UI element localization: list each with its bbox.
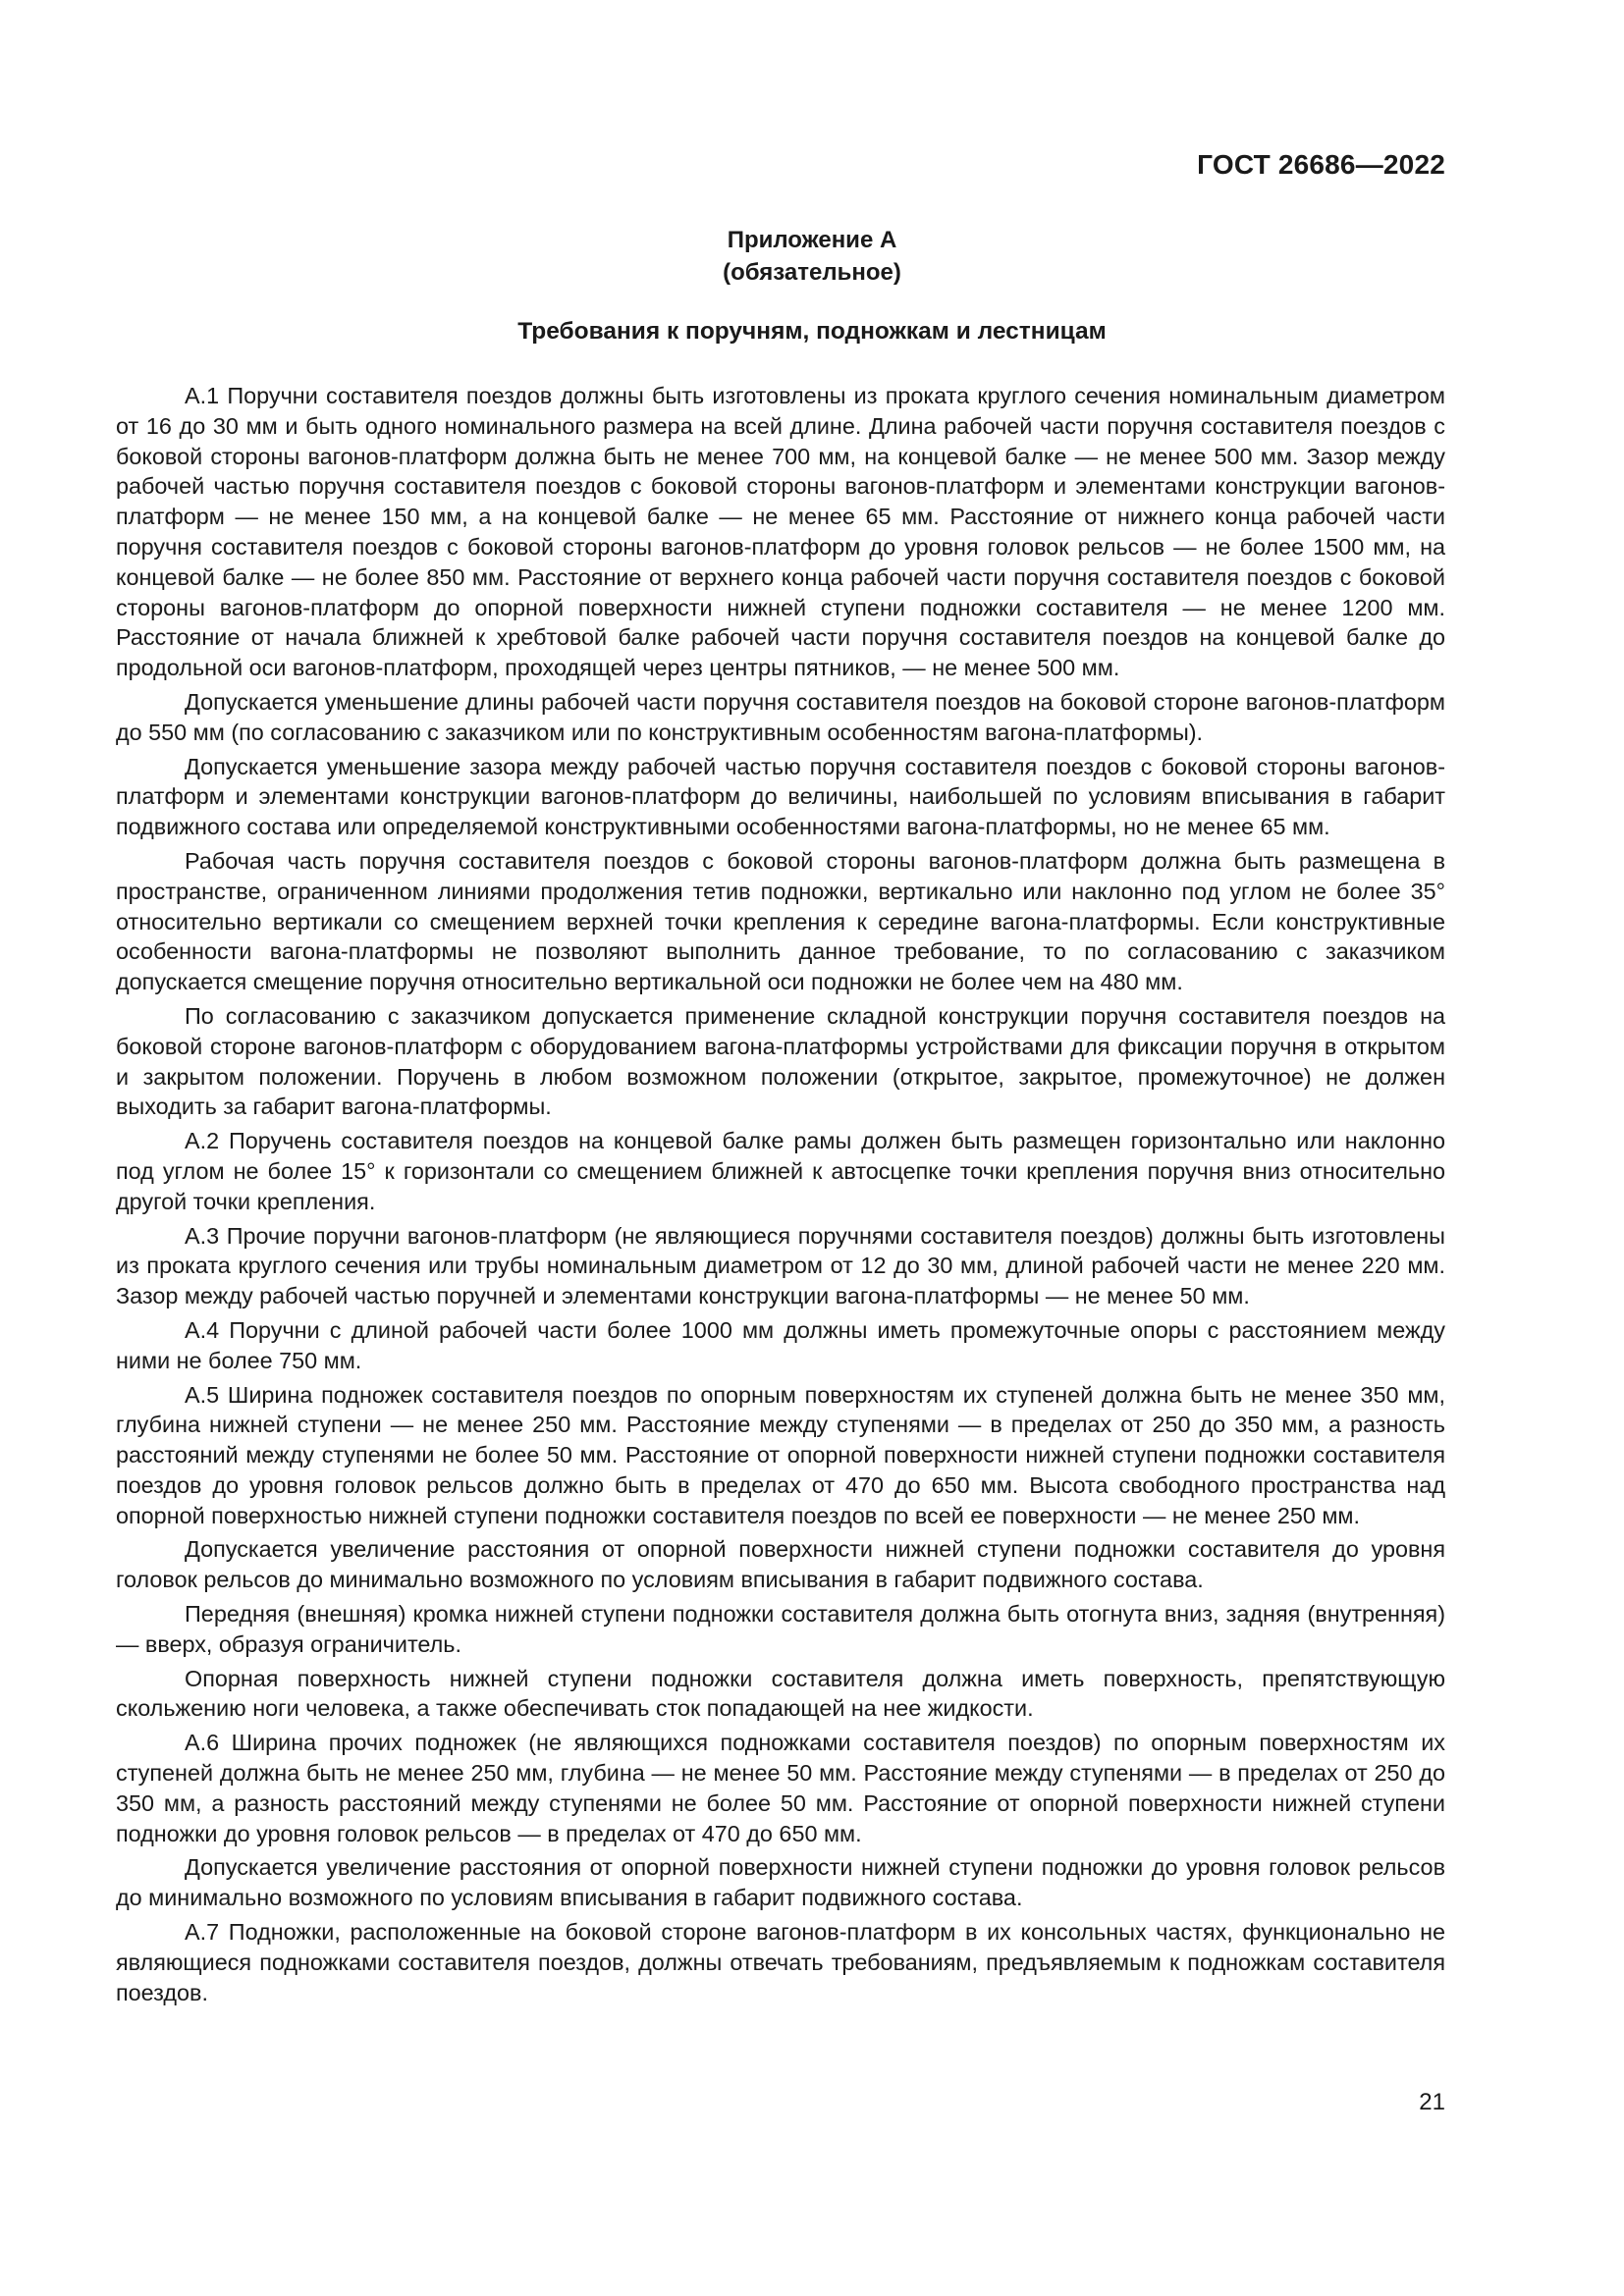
paragraph-a6: А.6 Ширина прочих подножек (не являющихся подножками составителя поездов) по опорным поверхностям их ступеней должна быть не менее 250 мм, глубина — не менее 50 мм. Расстояние между ступенями — в пределах от 250 до 350 мм, а разность расстояний между ступенями не более 50 мм. Расстояние от опорной поверхности нижней ступени подножки до уровня головок рельсов — в пределах от 470 до 650 мм. <box>116 1730 1445 1846</box>
paragraph-a5: А.5 Ширина подножек составителя поездов по опорным поверхностям их ступеней должна быть не менее 350 мм, глубина нижней ступени — не менее 250 мм. Расстояние между ступенями — в пределах от 250 до 350 мм, а разность расстояний между ступенями не более 50 мм. Расстояние от опорной поверхности нижней ступени подножки составителя поездов до уровня головок рельсов должно быть в пределах от 470 до 650 мм. Высота свободного пространства над опорной поверхностью нижней ступени подножки составителя поездов по всей ее поверхности — не менее 250 мм. <box>116 1381 1445 1528</box>
paragraph: Рабочая часть поручня составителя поездов с боковой стороны вагонов-платформ должна быть размещена в пространстве, ограниченном линиями продолжения тетив подножки, вертикально или наклонно под углом не более 35° относительно вертикали со смещением верхней точки крепления к середине вагона-платформы. Если конструктивные особенности вагона-платформы не позволяют выполнить данное требование, то по согласованию с заказчиком допускается смещение поручня относительно вертикальной оси подножки не более чем на 480 мм. <box>116 847 1445 995</box>
document-code: ГОСТ 26686—2022 <box>1197 149 1445 180</box>
paragraph-a3: А.3 Прочие поручни вагонов-платформ (не являющиеся поручнями составителя поездов) должны быть изготовлены из проката круглого сечения или трубы номинальным диаметром от 12 до 30 мм, длиной рабочей части не менее 220 мм. Зазор между рабочей частью поручней и элементами конструкции вагона-платформы — не менее 50 мм. <box>116 1222 1445 1309</box>
paragraph-a4: А.4 Поручни с длиной рабочей части более 1000 мм должны иметь промежуточные опоры с расстоянием между ними не более 750 мм. <box>116 1316 1445 1373</box>
section-title: Требования к поручням, подножкам и лестницам <box>517 318 1107 345</box>
paragraph-a7: А.7 Подножки, расположенные на боковой стороне вагонов-платформ в их консольных частях, функционально не являющиеся подножками составителя поездов, должны отвечать требованиям, предъявляемым к подножкам составителя поездов. <box>116 1919 1445 2005</box>
paragraph: Допускается увеличение расстояния от опорной поверхности нижней ступени подножки составителя до уровня головок рельсов до минимально возможного по условиям вписывания в габарит подвижного состава. <box>116 1536 1445 1593</box>
page-number: 21 <box>1419 2089 1445 2115</box>
document-body <box>116 381 1445 2011</box>
paragraph: Опорная поверхность нижней ступени подножки составителя должна иметь поверхность, препятствующую скольжению ноги человека, а также обеспечивать сток попадающей на нее жидкости. <box>116 1665 1445 1722</box>
paragraph: Допускается увеличение расстояния от опорной поверхности нижней ступени подножки до уровня головок рельсов до минимально возможного по условиям вписывания в габарит подвижного состава. <box>116 1854 1445 1911</box>
paragraph: Допускается уменьшение длины рабочей части поручня составителя поездов на боковой стороне вагонов-платформ до 550 мм (по согласованию с заказчиком или по конструктивным особенностям вагона-платформы). <box>116 688 1445 745</box>
paragraph: Допускается уменьшение зазора между рабочей частью поручня составителя поездов с боковой стороны вагонов-платформ и элементами конструкции вагонов-платформ до величины, наибольшей по условиям вписывания в габарит подвижного состава или определяемой конструктивными особенностями вагона-платформы, но не менее 65 мм. <box>116 753 1445 840</box>
paragraph-a1: А.1 Поручни составителя поездов должны быть изготовлены из проката круглого сечения номинальным диаметром от 16 до 30 мм и быть одного номинального размера на всей длине. Длина рабочей части поручня составителя поездов с боковой стороны вагонов-платформ должна быть не менее 700 мм, на концевой балке — не менее 500 мм. Зазор между рабочей частью поручня составителя поездов с боковой стороны вагонов-платформ и элементами конструкции вагонов-платформ — не менее 150 мм, а на концевой балке — не менее 65 мм. Расстояние от нижнего конца рабочей части поручня составителя поездов с боковой стороны вагонов-платформ до уровня головок рельсов — не более 1500 мм, на концевой балке — не более 850 мм. Расстояние от верхнего конца рабочей части поручня составителя поездов с боковой стороны вагонов-платформ до опорной поверхности нижней ступени подножки составителя — не менее 1200 мм. Расстояние от начала ближней к хребтовой балке рабочей части поручня составителя поездов на концевой балке до продольной оси вагонов-платформ, проходящей через центры пятников, — не менее 500 мм. <box>116 383 1445 681</box>
paragraph: Передняя (внешняя) кромка нижней ступени подножки составителя должна быть отогнута вниз, задняя (внутренняя) — вверх, образуя ограничитель. <box>116 1601 1445 1657</box>
appendix-status: (обязательное) <box>723 259 901 286</box>
paragraph-a2: А.2 Поручень составителя поездов на концевой балке рамы должен быть размещен горизонтально или наклонно под углом не более 15° к горизонтали со смещением ближней к автосцепке точки крепления поручня вниз относительно другой точки крепления. <box>116 1128 1445 1214</box>
paragraph: По согласованию с заказчиком допускается применение складной конструкции поручня составителя поездов на боковой стороне вагонов-платформ с оборудованием вагона-платформы устройствами для фиксации поручня в открытом и закрытом положении. Поручень в любом возможном положении (открытое, закрытое, промежуточное) не должен выходить за габарит вагона-платформы. <box>116 1002 1445 1120</box>
appendix-title: Приложение А <box>727 227 897 253</box>
appendix-heading <box>0 224 1624 289</box>
